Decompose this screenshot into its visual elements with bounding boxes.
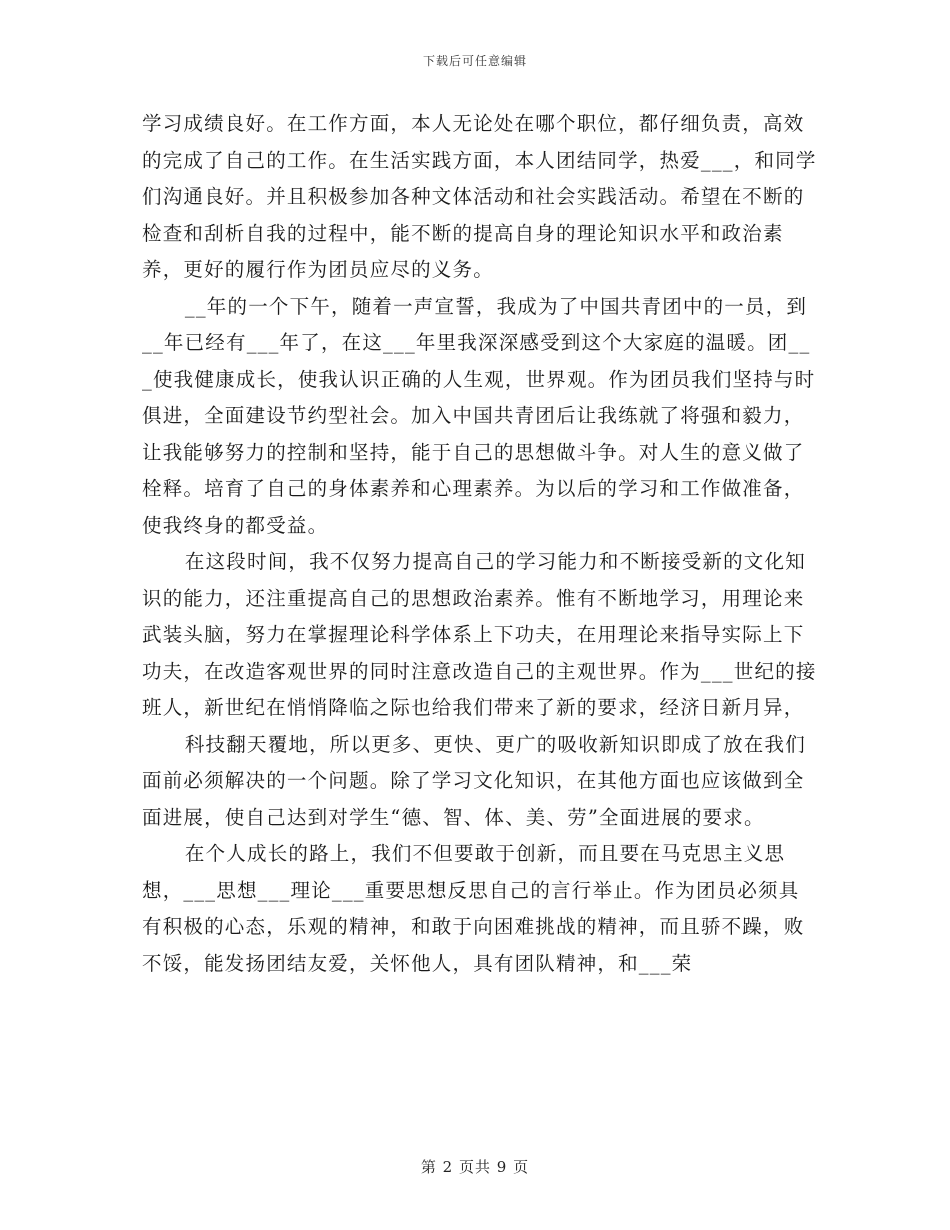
document-body (142, 106, 817, 982)
paragraph-4: 科技翻天覆地，所以更多、更快、更广的吸收新知识即成了放在我们面前必须解决的一个问题。除了学习文化知识，在其他方面也应该做到全面进展，使自己达到对学生“德、智、体、美、劳”全面进展的要求。 (142, 732, 806, 829)
page-footer: 第 2 页共 9 页 (420, 1158, 530, 1176)
paragraph-2: __年的一个下午，随着一声宣誓，我成为了中国共青团中的一员，到__年已经有___年了，在这___年里我深深感受到这个大家庭的温暖。团___使我健康成长，使我认识正确的人生观，世界观。作为团员我们坚持与时俱进，全面建设节约型社会。加入中国共青团后让我练就了将强和毅力，让我能够努力的控制和坚持，能于自己的思想做斗争。对人生的意义做了栓释。培育了自己的身体素养和心理素养。为以后的学习和工作做准备，使我终身的都受益。 (142, 294, 816, 537)
page-header: 下载后可任意编辑 (422, 54, 527, 68)
paragraph-1: 学习成绩良好。在工作方面，本人无论处在哪个职位，都仔细负责，高效的完成了自己的工作。在生活实践方面，本人团结同学，热爱___，和同学们沟通良好。并且积极参加各种文体活动和社会实践活动。希望在不断的检查和刮析自我的过程中，能不断的提高自身的理论知识水平和政治素养，更好的履行作为团员应尽的义务。 (142, 112, 817, 281)
paragraph-3: 在这段时间，我不仅努力提高自己的学习能力和不断接受新的文化知识的能力，还注重提高自己的思想政治素养。惟有不断地学习，用理论来武装头脑，努力在掌握理论科学体系上下功夫，在用理论来指导实际上下功夫，在改造客观世界的同时注意改造自己的主观世界。作为___世纪的接班人，新世纪在悄悄降临之际也给我们带来了新的要求，经济日新月异， (142, 550, 817, 719)
paragraph-5: 在个人成长的路上，我们不但要敢于创新，而且要在马克思主义思想，___思想___理论___重要思想反思自己的言行举止。作为团员必须具有积极的心态，乐观的精神，和敢于向困难挑战的精神，而且骄不躁，败不馁，能发扬团结友爱，关怀他人，具有团队精神，和___荣 (142, 842, 805, 975)
